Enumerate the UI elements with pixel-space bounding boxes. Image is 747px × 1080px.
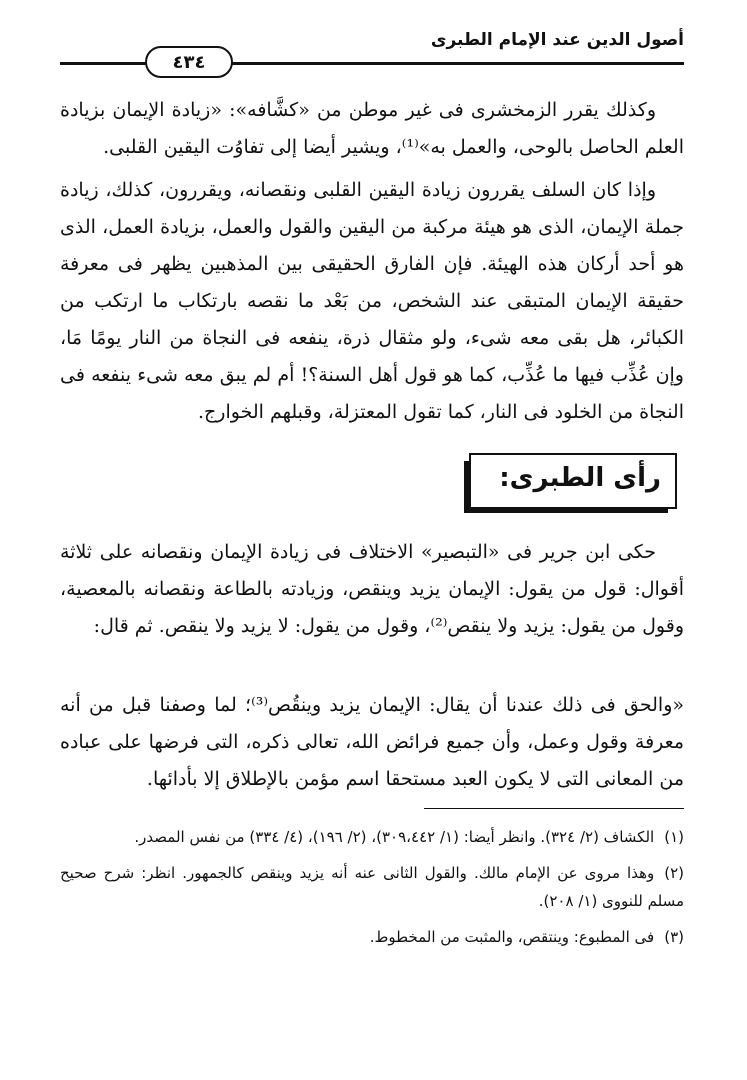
running-header xyxy=(60,28,684,73)
running-title: أصول الدين عند الإمام الطبرى xyxy=(430,30,684,50)
footnote-1-text: الكشاف (٢/ ٣٢٤). وانظر أيضا: (١/ ٣٠٩،٤٤٢)، (٢/ ١٩٦)، (٤/ ٣٣٤) من نفس المصدر. xyxy=(134,828,655,846)
page-number-badge: ٤٣٤ xyxy=(145,46,233,78)
paragraph-2-text: وإذا كان السلف يقررون زيادة اليقين القلبى ونقصانه، ويقررون، كذلك، زيادة جملة الإيمان، الذى هو هيئة مركبة من اليقين والقول والعمل، بزيادة العمل، الذى هو أحد أركان هذه الهيئة. فإن الفارق الحقيقى بين المذهبين يظهر فى معرفة حقيقة الإيمان المتبقى عند الشخص، من بَعْد ما نقصه بارتكاب ما ارتكب من الكبائر، هل بقى معه شىء، ولو مثقال ذرة، ينفعه فى النجاة من النار يومًا مَا، وإن عُذِّب فيها ما عُذِّب، كما هو قول أهل السنة؟! أم لم يبق معه شىء ينفعه فى النجاة من الخلود فى النار، كما تقول المعتزلة، وقبلهم الخوارج. xyxy=(60,179,684,423)
footnote-2-text: وهذا مروى عن الإمام مالك. والقول الثانى عنه أنه يزيد وينقص كالجمهور. انظر: شرح صحيح مسلم للنووى (١/ ٢٠٨). xyxy=(60,864,684,910)
section-heading: رأى الطبرى: xyxy=(499,463,661,493)
footnote-2 xyxy=(60,859,684,915)
paragraph-tabsir xyxy=(60,534,684,645)
footnote-1-number: (١) xyxy=(664,828,684,846)
paragraph-quote xyxy=(60,687,684,798)
footnote-2-number: (٢) xyxy=(664,864,684,882)
footnote-3-text: فى المطبوع: وينتقص، والمثبت من المخطوط. xyxy=(369,928,655,946)
footnotes xyxy=(60,823,684,959)
paragraph-3-text: حكى ابن جرير فى «التبصير» الاختلاف فى زيادة الإيمان ونقصانه على ثلاثة أقوال: قول من يقول: الإيمان يزيد وينقص، وزيادته بالطاعة ونقصانه بالمعصية، وقول من يقول: يزيد ولا ينقص⁽²⁾، وقول من يقول: لا يزيد ولا ينقص. ثم قال: xyxy=(60,541,684,637)
footnote-3 xyxy=(60,923,684,951)
section-heading-box xyxy=(469,453,677,509)
paragraph-salaf xyxy=(60,172,684,431)
paragraph-1-text: وكذلك يقرر الزمخشرى فى غير موطن من «كشَّافه»: «زيادة الإيمان بزيادة العلم الحاصل بالوحى، والعمل به»⁽¹⁾، ويشير أيضا إلى تفاوُت اليقين القلبى. xyxy=(60,99,684,158)
paragraph-zamakhshari xyxy=(60,92,684,166)
paragraph-4-text: «والحق فى ذلك عندنا أن يقال: الإيمان يزيد وينقُص⁽³⁾؛ لما وصفنا قبل من أنه معرفة وقول وعمل، وأن جميع فرائض الله، تعالى ذكره، التى فرضها على عباده من المعانى التى لا يكون العبد مستحقا اسم مؤمن بالإطلاق إلا بأدائها. xyxy=(60,694,684,790)
footnote-3-number: (٣) xyxy=(664,928,684,946)
footnote-1 xyxy=(60,823,684,851)
footnote-separator xyxy=(424,808,684,809)
